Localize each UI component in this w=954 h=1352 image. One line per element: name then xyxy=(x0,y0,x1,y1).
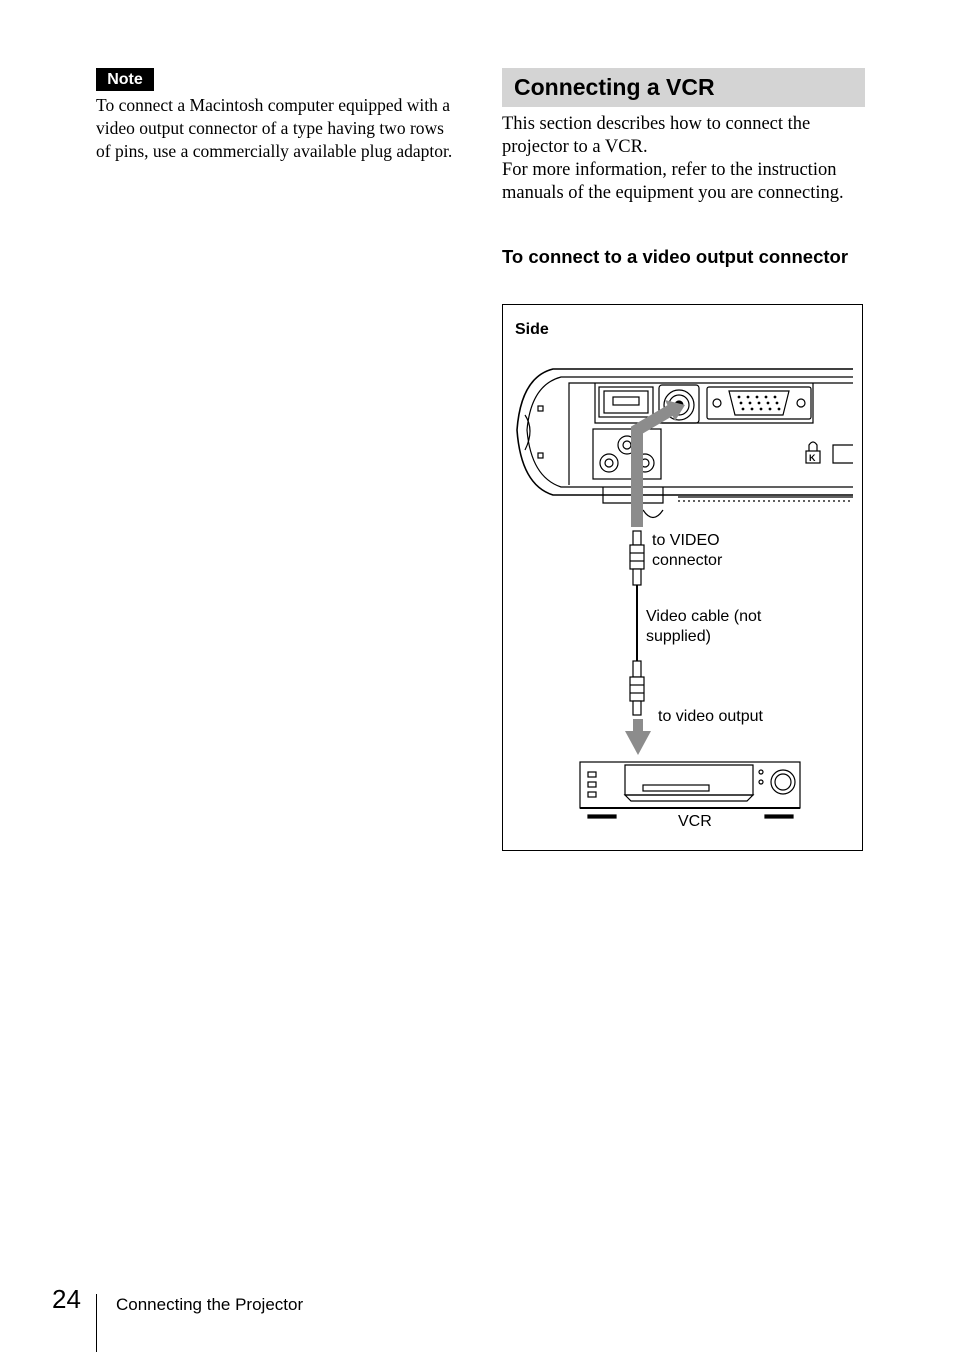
audio-jack-icon xyxy=(593,429,661,479)
arrow-down-icon xyxy=(625,719,651,755)
kensington-letter: K xyxy=(809,453,816,463)
video-output-label: to video output xyxy=(658,708,763,725)
kensington-lock-icon xyxy=(806,442,853,463)
footer-section-name: Connecting the Projector xyxy=(116,1295,304,1314)
video-connector-label: to VIDEO connector xyxy=(652,532,723,569)
rca-plug-bottom-icon xyxy=(630,661,644,715)
vcr-label: VCR xyxy=(678,813,712,830)
intro-paragraph-1: This section describes how to connect the projector to a VCR. xyxy=(502,114,811,157)
intro-paragraph-2: For more information, refer to the instruction manuals of the equipment you are connecting. xyxy=(502,160,844,203)
usb-port-icon xyxy=(599,387,653,417)
section-title: Connecting a VCR xyxy=(514,74,715,100)
video-cable-label: Video cable (not supplied) xyxy=(646,608,762,645)
subsection-title: To connect to a video output connector xyxy=(502,246,849,267)
side-label: Side xyxy=(515,321,549,338)
diagram-drawing xyxy=(503,305,862,850)
vcr-device-icon xyxy=(580,762,800,818)
page-number: 24 xyxy=(52,1284,81,1314)
note-text: To connect a Macintosh computer equipped with a video output connector of a type having two rows of pins, use a commercially available plug adaptor. xyxy=(96,95,453,161)
intro-text xyxy=(502,113,864,205)
vga-connector-icon xyxy=(707,387,811,419)
note-badge: Note xyxy=(96,68,154,91)
connection-diagram xyxy=(502,304,863,851)
section-header xyxy=(502,68,865,107)
footer-divider xyxy=(96,1294,97,1352)
rca-plug-top-icon xyxy=(630,531,644,585)
